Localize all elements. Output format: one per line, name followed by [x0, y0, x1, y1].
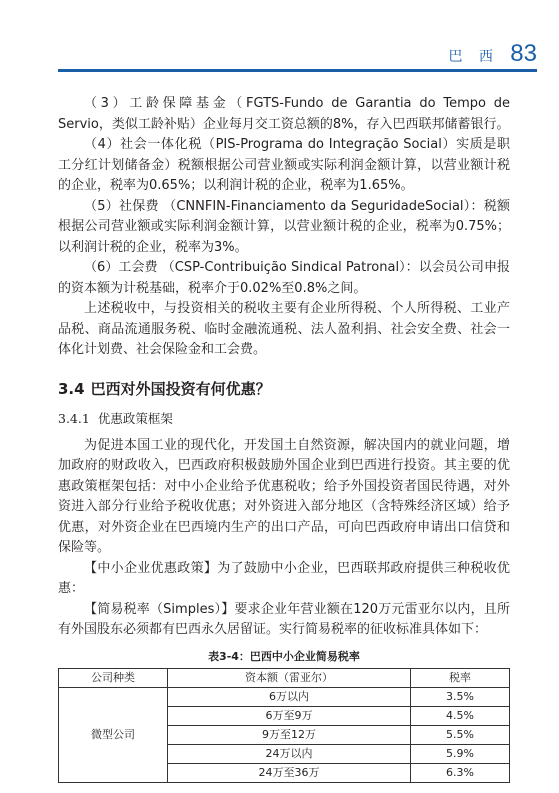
capital-cell: 24万至36万 [168, 763, 411, 782]
paragraph-sme-policy: 【中小企业优惠政策】为了鼓励中小企业，巴西联邦政府提供三种税收优惠： [58, 560, 510, 596]
capital-cell: 6万以内 [168, 687, 411, 706]
capital-cell: 9万至12万 [168, 725, 411, 744]
paragraph-simples: 【简易税率（Simples）】要求企业年营业额在120万元雷亚尔以内，且所有外国股东必须都有巴西永久居留证。实行简易税率的征收标准具体如下： [58, 601, 510, 637]
paragraph-fgts: （3）工龄保障基金（FGTS-Fundo de Garantia do Tempo de Servio，类似工龄补贴）企业每月交工资总额的8%，存入巴西联邦储蓄银行。 [58, 96, 510, 132]
capital-cell: 6万至9万 [168, 706, 411, 725]
section-number: 3.4 [58, 379, 85, 398]
table-caption: 表3-4：巴西中小企业简易税率 [208, 649, 360, 663]
rate-cell: 6.3% [411, 763, 510, 782]
table-row [59, 687, 510, 706]
rate-cell: 3.5% [411, 687, 510, 706]
paragraph-cnnfin: （5）社保费 （CNNFIN-Financiamento da SeguridadeSocial）：税额根据公司营业额或实际利润金额计算，以营业额计税的企业，税率为0.75%；以利润计税的企业，税率为3%。 [58, 198, 510, 255]
rate-cell: 4.5% [411, 706, 510, 725]
section-heading [58, 378, 510, 400]
header-rate: 税率 [411, 668, 510, 687]
paragraph-csp: （6）工会费 （CSP-Contribuição Sindical Patronal）：以会员公司申报的资本额为计税基础，税率介于0.02%至0.8%之间。 [58, 260, 510, 296]
page-number: 83 [510, 40, 537, 67]
subsection-title: 优惠政策框架 [97, 410, 173, 426]
running-title: 巴 西 [448, 49, 499, 65]
rate-cell: 5.9% [411, 744, 510, 763]
subsection-heading [58, 410, 510, 428]
paragraph-summary: 上述税收中，与投资相关的税收主要有企业所得税、个人所得税、工业产品税、商品流通服务税、临时金融流通税、法人盈利捐、社会安全费、社会一体化计划费、社会保险金和工会费。 [58, 301, 510, 357]
header-company-type: 公司种类 [59, 668, 168, 687]
rate-cell: 5.5% [411, 725, 510, 744]
paragraph-policy-framework: 为促进本国工业的现代化，开发国土自然资源，解决国内的就业问题，增加政府的财政收入，巴西政府积极鼓励外国企业到巴西进行投资。其主要的优惠政策框架包括：对中小企业给予优惠税收；给予外国投资者国民待遇，对外资进入部分行业给予税收优惠；对外资进入部分地区（含特殊经济区域）给予优惠，对外资企业在巴西境内生产的出口产品，可向巴西政府申请出口信贷和保险等。 [58, 437, 510, 555]
table-header-row [59, 668, 510, 687]
tax-rate-table [58, 668, 510, 783]
subsection-number: 3.4.1 [58, 410, 90, 426]
page-body [58, 94, 510, 783]
header-capital: 资本额（雷亚尔） [168, 668, 411, 687]
paragraph-pis: （4）社会一体化税（PIS-Programa do Integração Social）实质是职工分红计划储备金）税额根据公司营业额或实际利润金额计算，以营业额计税的企业，税率为0.65%；以利润计税的企业，税率为1.65%。 [58, 137, 510, 193]
company-type-cell: 微型公司 [59, 687, 168, 782]
section-title: 巴西对外国投资有何优惠？ [90, 379, 271, 398]
running-header [0, 40, 559, 84]
capital-cell: 24万以内 [168, 744, 411, 763]
header-rule [58, 69, 537, 72]
